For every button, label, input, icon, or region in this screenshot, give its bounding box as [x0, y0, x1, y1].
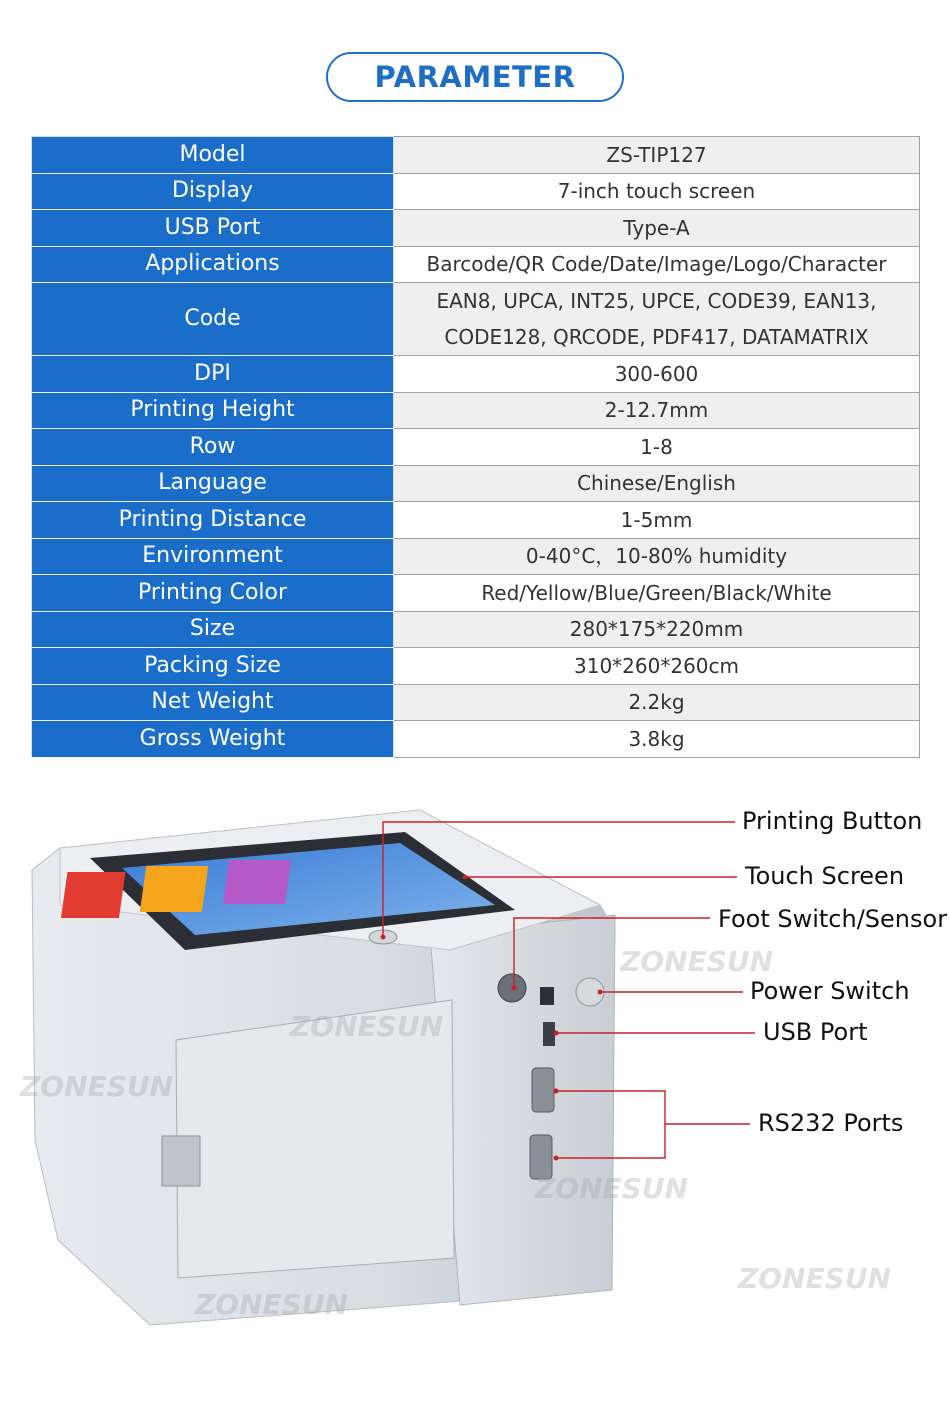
spec-label: Row [32, 429, 394, 466]
watermark: ZONESUN [195, 1288, 349, 1321]
spec-value: 280*175*220mm [394, 611, 920, 648]
spec-value: 7-inch touch screen [394, 173, 920, 210]
spec-row-environment [32, 538, 920, 575]
spec-label: Printing Color [32, 575, 394, 612]
spec-row-packing-size [32, 648, 920, 685]
spec-row-printing-color [32, 575, 920, 612]
spec-value-line: EAN8, UPCA, INT25, UPCE, CODE39, EAN13, [436, 289, 877, 313]
spec-row-dpi [32, 356, 920, 393]
spec-row-usb-port [32, 210, 920, 247]
spec-value: ZS-TIP127 [394, 137, 920, 174]
spec-value: 2-12.7mm [394, 392, 920, 429]
spec-row-net-weight [32, 684, 920, 721]
callout-foot-switch: Foot Switch/Sensor [718, 905, 948, 933]
spec-label: Model [32, 137, 394, 174]
spec-value: 300-600 [394, 356, 920, 393]
spec-label: Size [32, 611, 394, 648]
spec-label: Net Weight [32, 684, 394, 721]
spec-value: 1-5mm [394, 502, 920, 539]
spec-table [31, 136, 920, 758]
watermark: ZONESUN [290, 1010, 444, 1043]
spec-row-display [32, 173, 920, 210]
spec-row-row [32, 429, 920, 466]
spec-value: Type-A [394, 210, 920, 247]
watermark: ZONESUN [20, 1070, 174, 1103]
spec-label: Gross Weight [32, 721, 394, 758]
callout-printing-button: Printing Button [742, 807, 923, 835]
spec-row-size [32, 611, 920, 648]
spec-value: 3.8kg [394, 721, 920, 758]
spec-label: USB Port [32, 210, 394, 247]
watermark: ZONESUN [535, 1172, 689, 1205]
spec-row-printing-distance [32, 502, 920, 539]
spec-row-gross-weight [32, 721, 920, 758]
spec-value [394, 283, 920, 356]
spec-label: Applications [32, 246, 394, 283]
spec-row-language [32, 465, 920, 502]
callout-power-switch: Power Switch [750, 977, 910, 1005]
spec-row-applications [32, 246, 920, 283]
spec-row-model [32, 137, 920, 174]
spec-label: Code [32, 283, 394, 356]
spec-row-code [32, 283, 920, 356]
spec-value: 0-40°C，10-80% humidity [394, 538, 920, 575]
spec-label: Environment [32, 538, 394, 575]
spec-label: Packing Size [32, 648, 394, 685]
spec-value: 310*260*260cm [394, 648, 920, 685]
callout-usb-port: USB Port [763, 1018, 868, 1046]
spec-value: 1-8 [394, 429, 920, 466]
spec-label: Language [32, 465, 394, 502]
spec-label: Printing Height [32, 392, 394, 429]
callout-rs232-ports: RS232 Ports [758, 1109, 904, 1137]
spec-value: Red/Yellow/Blue/Green/Black/White [394, 575, 920, 612]
watermark: ZONESUN [620, 945, 774, 978]
spec-row-printing-height [32, 392, 920, 429]
callout-touch-screen: Touch Screen [745, 862, 905, 890]
spec-value: 2.2kg [394, 684, 920, 721]
page-title: PARAMETER [326, 52, 624, 102]
spec-value: Barcode/QR Code/Date/Image/Logo/Character [394, 246, 920, 283]
spec-label: Printing Distance [32, 502, 394, 539]
spec-label: DPI [32, 356, 394, 393]
spec-label: Display [32, 173, 394, 210]
spec-value-line: CODE128, QRCODE, PDF417, DATAMATRIX [444, 325, 869, 349]
spec-value: Chinese/English [394, 465, 920, 502]
watermark: ZONESUN [738, 1262, 892, 1295]
